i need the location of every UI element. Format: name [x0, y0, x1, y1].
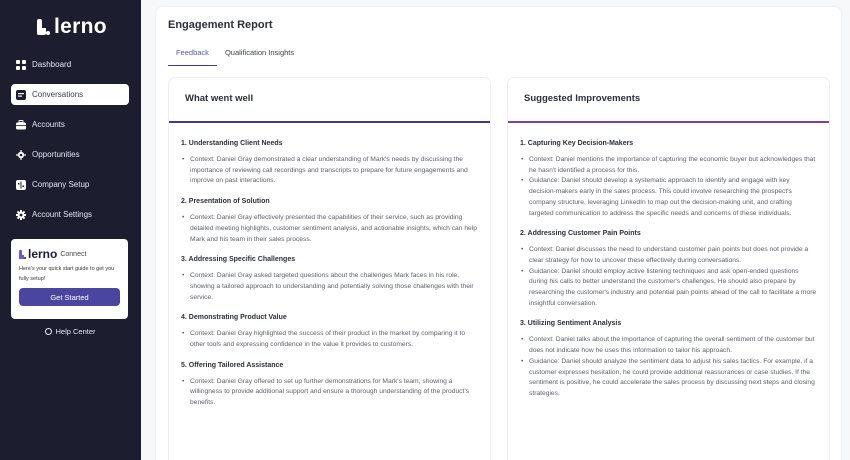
- feedback-section: [181, 198, 478, 245]
- bullet-item: • Guidance: Daniel should develop a systematic approach to identify and engage with key decision-makers early in the sales process. This could involve researching the prospect's company structure, leveraging LinkedIn to map out the decision-making unit, and crafting targeted communication to address the specific needs and concerns of these individuals.: [520, 176, 817, 219]
- sidebar-item-company-setup[interactable]: [11, 174, 129, 195]
- get-started-button[interactable]: Get Started: [19, 288, 120, 306]
- sidebar-item-label: Accounts: [32, 120, 65, 129]
- bullet-item: • Context: Daniel talks about the importance of capturing the overall sentiment of the customer but does not indicate how he uses this information to tailor his approach.: [520, 335, 817, 356]
- sidebar-item-dashboard[interactable]: [11, 54, 129, 75]
- improvement-section: [520, 140, 817, 219]
- panel-title: Suggested Improvements: [508, 78, 829, 123]
- tab-qualification-insights[interactable]: Qualification Insights: [224, 48, 295, 57]
- tab-feedback[interactable]: Feedback: [168, 45, 217, 66]
- sidebar-item-account-settings[interactable]: [11, 204, 129, 225]
- bullet-item: • Context: Daniel discusses the need to understand customer pain points but does not provide a clear strategy for how to uncover these effectively during conversations.: [520, 245, 817, 266]
- building-icon: [16, 180, 26, 190]
- gear-icon: [16, 210, 26, 220]
- grid-icon: [16, 60, 26, 70]
- help-center-label: Help Center: [55, 327, 96, 336]
- message-icon: [16, 90, 26, 100]
- help-center-link[interactable]: [0, 327, 141, 336]
- feedback-section: [181, 362, 478, 409]
- connect-card: [11, 239, 128, 319]
- section-title: 3. Addressing Specific Challenges: [181, 256, 296, 264]
- bullet-item: • Guidance: Daniel should employ active listening techniques and ask open-ended questions during his calls to better understand the customer's challenges. He should also prepare by researching the customer's industry and potential pain points ahead of the call to facilitate a more insightful conversation.: [520, 267, 817, 310]
- sidebar-item-label: Opportunities: [32, 150, 80, 159]
- sidebar-item-label: Account Settings: [32, 210, 93, 219]
- target-icon: [16, 150, 26, 160]
- feedback-section: [181, 314, 478, 350]
- feedback-section: [181, 256, 478, 303]
- panel-body: [169, 123, 490, 409]
- lerno-logo-icon: [37, 19, 50, 35]
- section-title: 2. Presentation of Solution: [181, 198, 270, 206]
- what-went-well-panel: [168, 77, 491, 460]
- connect-description: Here's your quick start guide to get you fully setup!: [19, 266, 115, 282]
- improvement-section: [520, 230, 817, 309]
- improvement-section: [520, 320, 817, 399]
- feedback-section: [181, 140, 478, 187]
- bullet-item: • Context: Daniel Gray offered to set up further demonstrations for Mark's team, showing a willingness to provide additional support and ensure a thorough understanding of the product's benefits.: [181, 377, 478, 409]
- section-title: 1. Understanding Client Needs: [181, 140, 283, 147]
- section-title: 1. Capturing Key Decision-Makers: [520, 140, 634, 147]
- sidebar-item-accounts[interactable]: [11, 114, 129, 135]
- connect-sub: Connect: [60, 250, 87, 258]
- bullet-item: • Context: Daniel Gray demonstrated a clear understanding of Mark's needs by discussing the importance of reviewing call recordings and transcripts to prepare for future engagements and improve on past interactions.: [181, 155, 478, 187]
- section-title: 3. Utilizing Sentiment Analysis: [520, 320, 622, 328]
- panel-title: What went well: [169, 78, 490, 123]
- report-tabs: [168, 45, 302, 66]
- section-title: 5. Offering Tailored Assistance: [181, 361, 284, 369]
- lerno-logo-icon: [19, 250, 26, 259]
- engagement-report: [155, 6, 842, 460]
- logo-text: lerno: [54, 15, 107, 38]
- bullet-item: • Guidance: Daniel should analyze the sentiment data to adjust his sales tactics. For example, if a customer expresses hesitation, he could provide additional reassurances or case studies. If the sentiment is positive, he could accelerate the sales process by discussing next steps and closing strategies.: [520, 357, 817, 400]
- bullet-item: • Context: Daniel Gray highlighted the success of their product in the market by comparing it to other tools and expressing confidence in the value it provides to customers.: [181, 329, 478, 350]
- sidebar-item-label: Company Setup: [32, 180, 90, 189]
- briefcase-icon: [16, 120, 26, 130]
- section-title: 4. Demonstrating Product Value: [181, 314, 287, 322]
- sidebar: [0, 0, 141, 460]
- main-content: [141, 0, 850, 460]
- connect-brand: lerno: [28, 247, 58, 261]
- sidebar-item-label: Dashboard: [32, 60, 72, 69]
- section-title: 2. Addressing Customer Pain Points: [520, 230, 641, 238]
- sidebar-item-conversations[interactable]: [11, 84, 129, 105]
- bullet-item: • Context: Daniel mentions the importance of capturing the economic buyer but acknowledges that he hasn't identified a process for this.: [520, 155, 817, 176]
- bullet-item: • Context: Daniel Gray effectively presented the capabilities of their service, such as providing detailed meeting highlights, customer sentiment analysis, and actionable insights, which can help Mark and his team in their sales process.: [181, 213, 478, 245]
- info-icon: [45, 328, 52, 335]
- sidebar-nav: [11, 54, 129, 234]
- suggested-improvements-panel: [507, 77, 830, 460]
- sidebar-item-label: Conversations: [32, 90, 84, 99]
- panel-body: [508, 123, 829, 400]
- logo[interactable]: [37, 17, 107, 37]
- sidebar-item-opportunities[interactable]: [11, 144, 129, 165]
- page-title: Engagement Report: [168, 19, 273, 31]
- bullet-item: • Context: Daniel Gray asked targeted questions about the challenges Mark faces in his role, showing a tailored approach to understanding and potentially solving those challenges with their service.: [181, 271, 478, 303]
- connect-logo: [19, 248, 120, 260]
